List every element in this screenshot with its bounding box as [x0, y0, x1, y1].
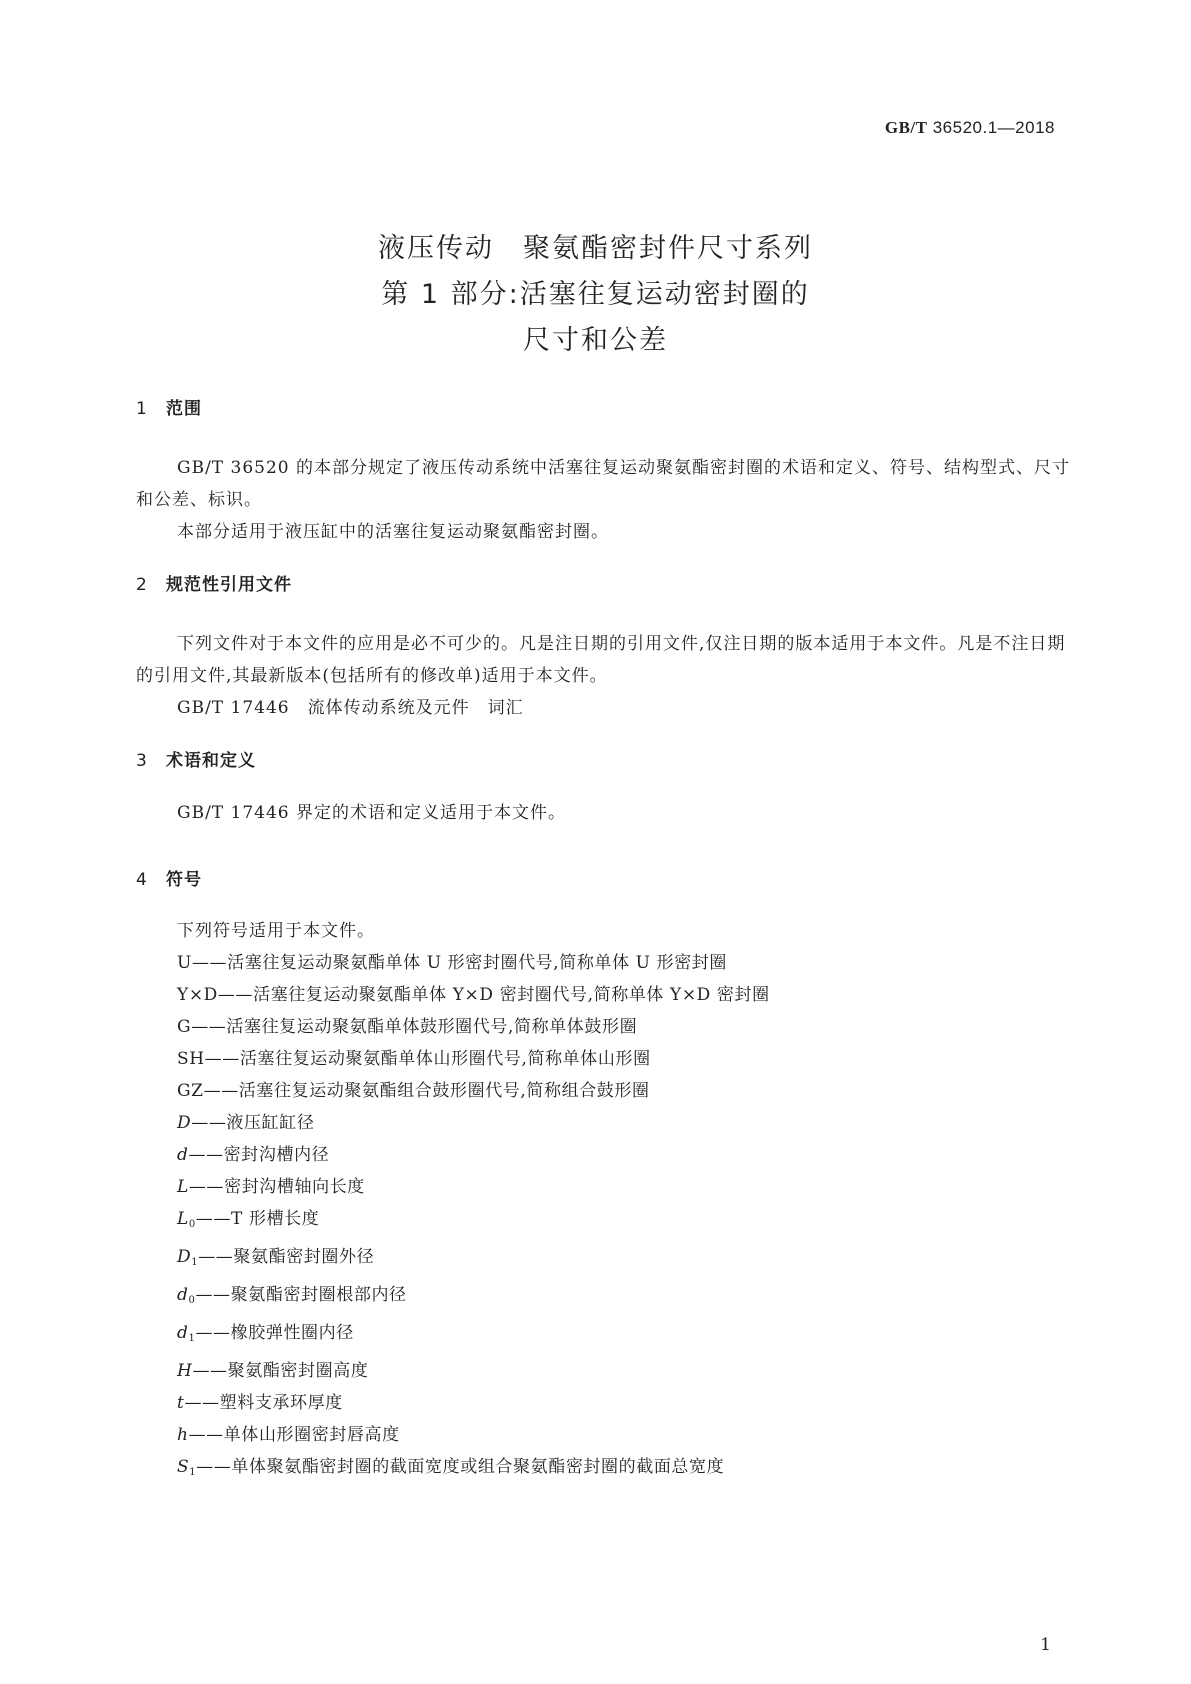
symbol-description: ——密封沟槽轴向长度 — [188, 1177, 365, 1197]
symbol-item — [177, 1139, 770, 1171]
symbol-description: ——聚氨酯密封圈根部内径 — [195, 1285, 407, 1305]
symbol-item — [177, 1279, 770, 1317]
page-number: 1 — [1040, 1635, 1051, 1655]
symbol-item — [177, 1317, 770, 1355]
standard-id — [885, 118, 1055, 138]
symbol-description: ——活塞往复运动聚氨酯单体鼓形圈代号,简称单体鼓形圈 — [191, 1017, 638, 1037]
symbol-letter: h — [177, 1425, 189, 1445]
section-4-intro: 下列符号适用于本文件。 — [177, 921, 375, 941]
section-1-body — [136, 452, 1072, 548]
symbol-item — [177, 1107, 770, 1139]
title-line-2: 第 1 部分:活塞往复运动密封圈的 — [381, 279, 810, 310]
title-line-3: 尺寸和公差 — [523, 325, 668, 356]
symbol-subscript: 0 — [188, 1219, 196, 1230]
standard-number: 36520.1—2018 — [932, 118, 1055, 137]
standard-prefix: GB/T — [884, 118, 928, 137]
symbol-code — [177, 1361, 192, 1381]
symbol-item — [177, 1241, 770, 1279]
symbol-letter: SH — [177, 1049, 205, 1069]
symbol-code — [177, 985, 218, 1005]
symbol-letter: G — [177, 1017, 192, 1037]
section-2-body — [136, 628, 1072, 724]
symbol-item — [177, 1043, 770, 1075]
symbol-description: ——活塞往复运动聚氨酯单体山形圈代号,简称单体山形圈 — [204, 1049, 651, 1069]
symbol-description: ——T 形槽长度 — [195, 1209, 320, 1229]
symbol-description: ——单体山形圈密封唇高度 — [188, 1425, 400, 1445]
symbol-code — [177, 1145, 188, 1165]
symbol-code — [177, 1017, 191, 1037]
symbol-description: ——活塞往复运动聚氨酯单体 U 形密封圈代号,简称单体 U 形密封圈 — [191, 953, 728, 973]
symbol-letter: GZ — [177, 1081, 204, 1101]
symbol-item — [177, 1203, 770, 1241]
section-1-paragraph-2: 本部分适用于液压缸中的活塞往复运动聚氨酯密封圈。 — [177, 522, 609, 542]
symbol-description: ——活塞往复运动聚氨酯组合鼓形圈代号,简称组合鼓形圈 — [203, 1081, 650, 1101]
symbol-description: ——橡胶弹性圈内径 — [195, 1323, 354, 1343]
symbol-list — [177, 947, 770, 1489]
section-2-reference: GB/T 17446 流体传动系统及元件 词汇 — [177, 698, 524, 718]
symbol-letter: U — [177, 953, 192, 973]
section-2-number: 2 — [136, 575, 148, 595]
section-2-title: 规范性引用文件 — [166, 575, 292, 595]
symbol-item — [177, 947, 770, 979]
symbol-code — [177, 1081, 204, 1101]
symbol-code — [177, 1113, 191, 1133]
symbol-description: ——聚氨酯密封圈高度 — [192, 1361, 369, 1381]
symbol-code — [177, 1323, 195, 1343]
section-1-heading — [136, 394, 202, 419]
section-2-heading — [136, 570, 292, 595]
symbol-item — [177, 1171, 770, 1203]
section-3-paragraph-1: GB/T 17446 界定的术语和定义适用于本文件。 — [177, 803, 567, 823]
document-title — [0, 226, 1191, 364]
symbol-code — [177, 1209, 196, 1229]
symbol-item — [177, 979, 770, 1011]
symbol-letter: S — [177, 1457, 190, 1477]
symbol-letter: H — [177, 1361, 193, 1381]
symbol-description: ——单体聚氨酯密封圈的截面宽度或组合聚氨酯密封圈的截面总宽度 — [196, 1457, 725, 1477]
symbol-code — [177, 1425, 189, 1445]
symbol-item — [177, 1011, 770, 1043]
section-3-heading — [136, 746, 256, 771]
symbol-item — [177, 1419, 770, 1451]
section-1-number: 1 — [136, 399, 148, 419]
symbol-code — [177, 1457, 196, 1477]
symbol-description: ——活塞往复运动聚氨酯单体 Y×D 密封圈代号,简称单体 Y×D 密封圈 — [217, 985, 770, 1005]
symbol-code — [177, 953, 192, 973]
section-4-title: 符号 — [166, 870, 202, 890]
symbol-letter: t — [177, 1393, 185, 1413]
symbol-item — [177, 1451, 770, 1489]
symbol-letter: L — [177, 1209, 189, 1229]
section-2-paragraph-1: 下列文件对于本文件的应用是必不可少的。凡是注日期的引用文件,仅注日期的版本适用于本文件。凡是不注日期的引用文件,其最新版本(包括所有的修改单)适用于本文件。 — [136, 634, 1066, 686]
section-1-title: 范围 — [166, 399, 202, 419]
symbol-letter: D — [177, 1113, 192, 1133]
symbol-description: ——密封沟槽内径 — [188, 1145, 330, 1165]
symbol-code — [177, 1247, 198, 1267]
symbol-letter: d — [177, 1323, 189, 1343]
symbol-description: ——液压缸缸径 — [191, 1113, 315, 1133]
symbol-subscript: 1 — [188, 1333, 196, 1344]
symbol-item — [177, 1075, 770, 1107]
symbol-code — [177, 1049, 205, 1069]
symbol-description: ——塑料支承环厚度 — [184, 1393, 343, 1413]
section-3-number: 3 — [136, 751, 148, 771]
title-line-1: 液压传动 聚氨酯密封件尺寸系列 — [378, 233, 813, 264]
symbol-letter: L — [177, 1177, 189, 1197]
symbol-item — [177, 1355, 770, 1387]
section-4-heading — [136, 865, 202, 890]
symbol-subscript: 0 — [188, 1295, 196, 1306]
symbol-letter: Y×D — [177, 985, 218, 1005]
symbol-item — [177, 1387, 770, 1419]
symbol-code — [177, 1177, 189, 1197]
symbol-letter: D — [177, 1247, 192, 1267]
symbol-subscript: 1 — [189, 1467, 197, 1478]
section-1-paragraph-1: GB/T 36520 的本部分规定了液压传动系统中活塞往复运动聚氨酯密封圈的术语和定义、符号、结构型式、尺寸和公差、标识。 — [136, 458, 1071, 510]
symbol-letter: d — [177, 1145, 189, 1165]
symbol-subscript: 1 — [191, 1257, 199, 1268]
symbol-code — [177, 1285, 195, 1305]
symbol-letter: d — [177, 1285, 189, 1305]
section-3-title: 术语和定义 — [166, 751, 256, 771]
symbol-description: ——聚氨酯密封圈外径 — [198, 1247, 375, 1267]
section-4-number: 4 — [136, 870, 148, 890]
